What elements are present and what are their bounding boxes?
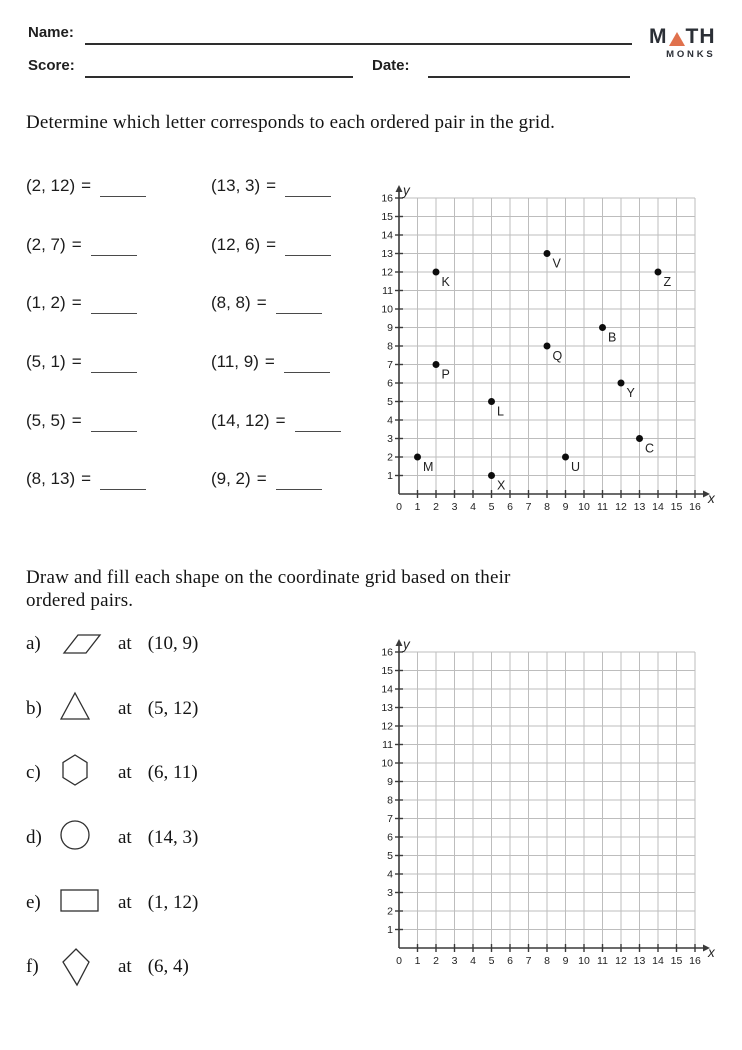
answer-blank[interactable] — [91, 352, 137, 373]
at-word: at — [118, 956, 132, 978]
ordered-pair-question — [26, 235, 146, 294]
ordered-pair-question — [26, 469, 146, 528]
math-monks-logo — [649, 27, 716, 60]
svg-text:14: 14 — [381, 229, 393, 242]
svg-text:9: 9 — [562, 955, 569, 967]
equals-sign: = — [71, 352, 82, 372]
svg-text:K: K — [441, 275, 450, 289]
answer-blank[interactable] — [100, 176, 146, 197]
svg-text:15: 15 — [381, 665, 393, 677]
answer-blank[interactable] — [285, 235, 331, 256]
svg-text:9: 9 — [387, 776, 393, 788]
svg-text:10: 10 — [578, 501, 590, 513]
ordered-pair-question — [26, 176, 146, 235]
svg-text:7: 7 — [525, 955, 532, 967]
score-blank-line[interactable] — [85, 76, 353, 78]
at-word: at — [118, 697, 132, 719]
svg-text:3: 3 — [387, 887, 393, 899]
svg-text:12: 12 — [381, 720, 393, 733]
logo-triangle-icon — [669, 32, 685, 46]
answer-blank[interactable] — [91, 293, 137, 314]
svg-text:14: 14 — [652, 501, 664, 513]
at-word: at — [118, 891, 132, 913]
svg-text:1: 1 — [387, 924, 393, 936]
at-word: at — [118, 827, 132, 849]
shape-coordinates: (6, 11) — [147, 762, 198, 784]
answer-blank[interactable] — [295, 411, 341, 432]
svg-text:x: x — [708, 945, 715, 960]
svg-text:y: y — [403, 638, 410, 652]
svg-text:8: 8 — [387, 340, 393, 353]
name-blank-line[interactable] — [85, 43, 632, 45]
svg-text:M: M — [423, 460, 434, 474]
drawing-coordinate-grid[interactable] — [373, 638, 719, 979]
svg-text:U: U — [571, 460, 581, 474]
svg-text:7: 7 — [525, 501, 532, 513]
svg-text:P: P — [441, 367, 450, 382]
circle-icon — [58, 818, 104, 859]
logo-letters-th: TH — [685, 25, 716, 48]
svg-text:11: 11 — [382, 739, 393, 751]
ordered-pair-text: (8, 8) — [211, 293, 251, 313]
svg-text:11: 11 — [597, 955, 608, 967]
svg-text:B: B — [608, 330, 617, 345]
shape-coordinates: (5, 12) — [147, 697, 199, 719]
svg-text:5: 5 — [488, 955, 495, 967]
svg-text:12: 12 — [381, 266, 393, 279]
svg-text:4: 4 — [387, 868, 393, 881]
shape-item-row — [26, 870, 198, 935]
svg-text:2: 2 — [433, 955, 439, 967]
shape-coordinates: (1, 12) — [147, 891, 199, 913]
section1-title: Determine which letter corresponds to each ordered pair in the grid. — [26, 112, 556, 133]
ordered-pair-text: (11, 9) — [211, 352, 259, 372]
svg-text:5: 5 — [387, 396, 393, 408]
equals-sign: = — [256, 469, 267, 489]
svg-text:8: 8 — [544, 501, 550, 513]
equals-sign: = — [71, 293, 82, 313]
svg-text:9: 9 — [562, 501, 569, 513]
svg-text:y: y — [403, 184, 410, 198]
svg-text:16: 16 — [381, 646, 393, 659]
svg-text:2: 2 — [433, 501, 439, 513]
at-word: at — [118, 762, 132, 784]
ordered-pair-question — [211, 352, 341, 411]
questions-column-right — [211, 176, 341, 528]
svg-text:12: 12 — [615, 955, 627, 967]
svg-text:0: 0 — [396, 955, 402, 967]
svg-text:15: 15 — [670, 501, 683, 513]
svg-text:7: 7 — [387, 359, 393, 371]
svg-text:3: 3 — [451, 501, 458, 513]
answer-blank[interactable] — [91, 411, 137, 432]
equals-sign: = — [264, 352, 275, 372]
svg-text:8: 8 — [387, 794, 393, 807]
equals-sign: = — [256, 293, 267, 313]
kite-icon — [58, 947, 104, 988]
shape-item-row — [26, 741, 198, 806]
svg-text:12: 12 — [615, 501, 627, 513]
item-label: f) — [26, 956, 39, 978]
svg-text:5: 5 — [488, 501, 495, 513]
equals-sign: = — [81, 176, 92, 195]
answer-blank[interactable] — [100, 469, 146, 490]
ordered-pair-question — [211, 469, 341, 528]
svg-text:Q: Q — [552, 349, 563, 363]
svg-text:15: 15 — [670, 955, 683, 967]
ordered-pair-question — [26, 352, 146, 411]
svg-text:14: 14 — [652, 955, 664, 967]
equals-sign: = — [266, 176, 277, 195]
svg-text:7: 7 — [387, 813, 393, 825]
svg-text:10: 10 — [381, 757, 393, 770]
shape-item-row — [26, 806, 198, 871]
svg-text:X: X — [497, 478, 506, 493]
ordered-pair-question — [26, 293, 146, 352]
svg-text:13: 13 — [633, 955, 646, 967]
equals-sign: = — [71, 410, 82, 430]
answer-blank[interactable] — [91, 235, 137, 256]
svg-text:3: 3 — [387, 433, 393, 445]
parallelogram-icon — [58, 624, 104, 665]
svg-text:2: 2 — [387, 451, 393, 464]
svg-text:2: 2 — [387, 905, 393, 918]
svg-text:11: 11 — [597, 501, 608, 513]
ordered-pair-text: (9, 2) — [211, 469, 251, 489]
equals-sign: = — [81, 469, 92, 489]
triangle-icon — [58, 688, 104, 729]
svg-text:15: 15 — [381, 211, 393, 223]
logo-wordmark — [649, 27, 716, 47]
svg-text:9: 9 — [387, 322, 393, 334]
score-label: Score: — [28, 57, 75, 74]
ordered-pair-question — [26, 411, 146, 470]
ordered-pair-question — [211, 411, 341, 470]
rectangle-icon — [58, 882, 104, 923]
logo-letter-m: M — [649, 25, 668, 48]
ordered-pair-text: (14, 12) — [211, 410, 270, 430]
svg-text:8: 8 — [544, 955, 550, 967]
section2-title-line2: ordered pairs. — [26, 590, 134, 611]
item-label: e) — [26, 891, 41, 913]
svg-text:0: 0 — [396, 501, 402, 513]
svg-text:4: 4 — [470, 501, 476, 513]
svg-text:1: 1 — [387, 470, 393, 482]
svg-text:16: 16 — [381, 192, 393, 205]
svg-text:14: 14 — [381, 683, 393, 696]
item-label: a) — [26, 633, 41, 655]
svg-text:6: 6 — [507, 955, 513, 967]
ordered-pair-text: (13, 3) — [211, 176, 261, 195]
svg-text:16: 16 — [689, 955, 701, 967]
ordered-pair-question — [211, 293, 341, 352]
ordered-pair-text: (2, 7) — [26, 234, 66, 254]
ordered-pair-question — [211, 176, 341, 235]
svg-text:11: 11 — [382, 285, 393, 297]
svg-text:C: C — [645, 441, 655, 456]
ordered-pair-text: (8, 13) — [26, 469, 76, 489]
hexagon-icon — [58, 753, 104, 794]
svg-text:4: 4 — [470, 955, 476, 967]
ordered-pair-text: (1, 2) — [26, 293, 66, 313]
svg-text:4: 4 — [387, 414, 393, 427]
svg-text:10: 10 — [578, 955, 590, 967]
svg-text:V: V — [552, 256, 561, 271]
svg-text:Z: Z — [663, 275, 672, 289]
svg-text:13: 13 — [381, 248, 393, 260]
answer-blank[interactable] — [285, 176, 331, 197]
shape-coordinates: (14, 3) — [147, 827, 199, 849]
equals-sign: = — [266, 234, 277, 254]
svg-text:6: 6 — [387, 377, 393, 390]
ordered-pair-question — [211, 235, 341, 294]
item-label: b) — [26, 697, 42, 719]
svg-text:L: L — [497, 404, 504, 419]
answer-blank[interactable] — [276, 293, 322, 314]
name-label: Name: — [28, 24, 74, 41]
answer-blank[interactable] — [276, 469, 322, 490]
at-word: at — [118, 633, 132, 655]
ordered-pair-text: (5, 5) — [26, 410, 66, 430]
svg-text:1: 1 — [414, 501, 421, 513]
item-label: c) — [26, 762, 41, 784]
answer-blank[interactable] — [284, 352, 330, 373]
svg-text:6: 6 — [387, 831, 393, 844]
svg-text:13: 13 — [633, 501, 646, 513]
letter-coordinate-grid — [373, 184, 719, 525]
date-label: Date: — [372, 57, 410, 74]
shape-coordinates: (6, 4) — [147, 956, 189, 978]
ordered-pair-text: (5, 1) — [26, 352, 66, 372]
ordered-pair-text: (12, 6) — [211, 234, 261, 254]
svg-text:10: 10 — [381, 303, 393, 316]
svg-text:5: 5 — [387, 850, 393, 862]
svg-text:x: x — [708, 491, 715, 506]
svg-text:3: 3 — [451, 955, 458, 967]
logo-monks-text: MONKS — [666, 49, 716, 60]
shape-item-row — [26, 935, 198, 1000]
date-blank-line[interactable] — [428, 76, 630, 78]
shape-coordinates: (10, 9) — [147, 633, 199, 655]
section2-title — [26, 566, 686, 612]
svg-text:Y: Y — [626, 386, 635, 400]
item-label: d) — [26, 827, 42, 849]
ordered-pair-text: (2, 12) — [26, 176, 76, 195]
equals-sign: = — [275, 410, 286, 430]
shape-items-list — [26, 612, 198, 1000]
equals-sign: = — [71, 234, 82, 254]
shape-item-row — [26, 677, 198, 742]
shape-item-row — [26, 612, 198, 677]
svg-text:1: 1 — [414, 955, 421, 967]
svg-text:6: 6 — [507, 501, 513, 513]
svg-text:13: 13 — [381, 702, 393, 714]
section2-title-line1: Draw and fill each shape on the coordinate grid based on their — [26, 567, 511, 588]
questions-column-left — [26, 176, 146, 528]
svg-text:16: 16 — [689, 501, 701, 513]
